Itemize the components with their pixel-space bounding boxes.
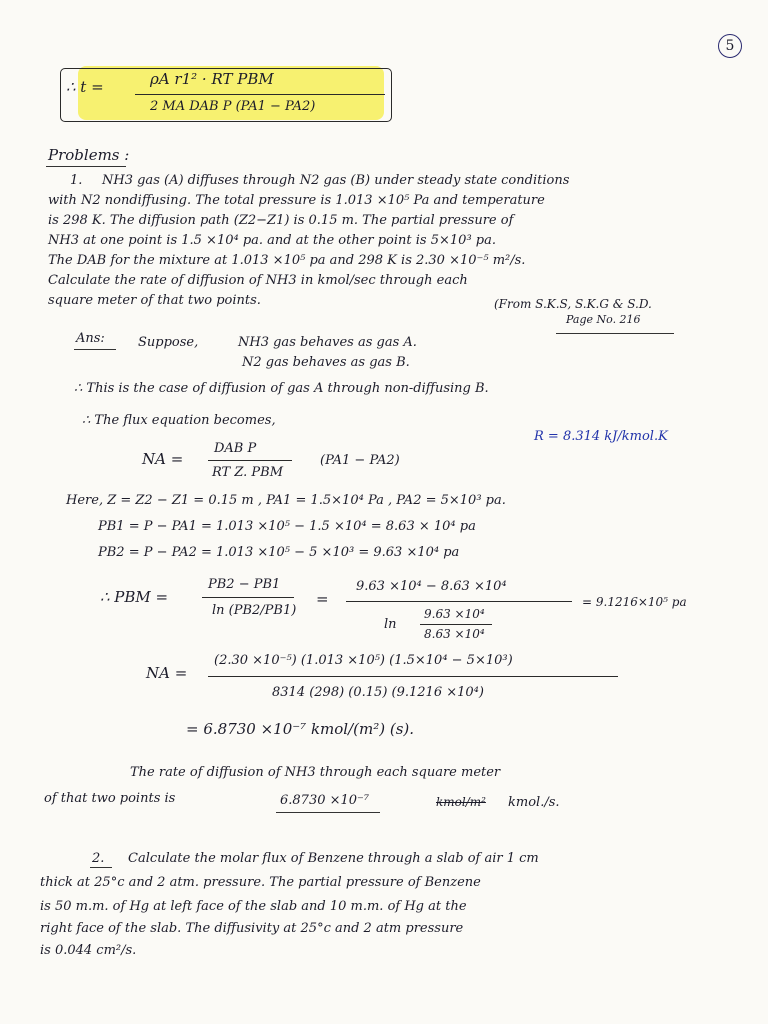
conclusion-line: of that two points is <box>44 791 176 806</box>
flux-lhs: NA = <box>142 450 184 468</box>
problem2-line: Calculate the molar flux of Benzene through a slab of air 1 cm <box>128 851 539 866</box>
problem2-line: is 0.044 cm²/s. <box>40 943 137 958</box>
pbm-ln-numerator: 9.63 ×10⁴ <box>424 607 485 621</box>
problem2-line: thick at 25°c and 2 atm. pressure. The partial pressure of Benzene <box>40 875 481 890</box>
given-values-line: Here, Z = Z2 − Z1 = 0.15 m , PA1 = 1.5×10⁴ Pa , PA2 = 5×10³ pa. <box>66 493 506 508</box>
formula-denominator: 2 MA DAB P (PA1 − PA2) <box>150 99 316 114</box>
suppose-line: N2 gas behaves as gas B. <box>242 355 410 370</box>
na-substituted-fraction-bar <box>208 676 618 677</box>
problem1-number: 1. <box>70 173 83 188</box>
problem2-number: 2. <box>92 851 105 866</box>
pbm-values-fraction-bar <box>346 601 572 602</box>
flux-pressure-difference: (PA1 − PA2) <box>320 453 400 468</box>
na-result: = 6.8730 ×10⁻⁷ kmol/(m²) (s). <box>186 720 415 738</box>
section-heading: Problems : <box>48 146 130 164</box>
reference-underline <box>556 333 674 334</box>
flux-denominator: RT Z. PBM <box>212 465 284 480</box>
problem2-line: right face of the slab. The diffusivity at 25°c and 2 atm pressure <box>40 921 464 936</box>
pbm-lhs: ∴ PBM = <box>100 588 169 606</box>
na-lhs: NA = <box>146 664 188 682</box>
problem1-reference: (From S.K.S, S.K.G & S.D. <box>494 297 652 311</box>
conclusion-value-underline <box>276 812 380 813</box>
problem1-line: with N2 nondiffusing. The total pressure is 1.013 ×10⁵ Pa and temperature <box>48 193 545 208</box>
suppose-line: NH3 gas behaves as gas A. <box>238 335 417 350</box>
pbm-fraction-bar <box>202 597 294 598</box>
problem1-reference-page: Page No. 216 <box>566 313 641 326</box>
formula-lhs: ∴ t = <box>66 78 104 96</box>
gas-constant-note: R = 8.314 kJ/kmol.K <box>534 429 668 444</box>
pbm-numerator: PB2 − PB1 <box>208 577 281 592</box>
pbm-ln-denominator: 8.63 ×10⁴ <box>424 627 485 641</box>
pbm-equals: = <box>316 590 329 608</box>
pbm-ln-bar <box>420 624 492 625</box>
formula-fraction-bar <box>135 94 385 95</box>
flux-line: ∴ The flux equation becomes, <box>82 413 276 428</box>
case-line: ∴ This is the case of diffusion of gas A through non-diffusing B. <box>74 381 489 396</box>
section-heading-underline <box>46 166 126 167</box>
pbm-numerator-values: 9.63 ×10⁴ − 8.63 ×10⁴ <box>356 579 507 594</box>
struck-unit: kmol/m² <box>436 795 486 809</box>
problem1-line: NH3 at one point is 1.5 ×10⁴ pa. and at the other point is 5×10³ pa. <box>48 233 496 248</box>
conclusion-unit: kmol./s. <box>508 795 560 810</box>
problem2-number-underline <box>90 867 112 868</box>
problem1-line: Calculate the rate of diffusion of NH3 in kmol/sec through each <box>48 273 468 288</box>
problem1-line: The DAB for the mixture at 1.013 ×10⁵ pa and 298 K is 2.30 ×10⁻⁵ m²/s. <box>48 253 526 268</box>
pbm-denominator: ln (PB2/PB1) <box>212 603 297 618</box>
conclusion-value: 6.8730 ×10⁻⁷ <box>280 793 370 808</box>
flux-numerator: DAB P <box>214 441 257 456</box>
pbm-ln: ln <box>384 617 397 632</box>
conclusion-line: The rate of diffusion of NH3 through each square meter <box>130 765 501 780</box>
pb1-line: PB1 = P − PA1 = 1.013 ×10⁵ − 1.5 ×10⁴ = 8.63 × 10⁴ pa <box>98 519 476 534</box>
suppose-word: Suppose, <box>138 335 199 350</box>
problem2-line: is 50 m.m. of Hg at left face of the slab and 10 m.m. of Hg at the <box>40 899 467 914</box>
pbm-result: = 9.1216×10⁵ pa <box>582 595 687 609</box>
flux-fraction-bar <box>208 460 292 461</box>
problem1-line: square meter of that two points. <box>48 293 261 308</box>
pb2-line: PB2 = P − PA2 = 1.013 ×10⁵ − 5 ×10³ = 9.63 ×10⁴ pa <box>98 545 460 560</box>
problem1-line: NH3 gas (A) diffuses through N2 gas (B) under steady state conditions <box>102 173 570 188</box>
na-substituted-numerator: (2.30 ×10⁻⁵) (1.013 ×10⁵) (1.5×10⁴ − 5×10³) <box>214 653 513 668</box>
formula-numerator: ρA r1² · RT PBM <box>150 70 274 88</box>
na-substituted-denominator: 8314 (298) (0.15) (9.1216 ×10⁴) <box>272 685 484 700</box>
answer-label: Ans: <box>76 331 105 346</box>
page-number: 5 <box>718 34 742 58</box>
problem1-line: is 298 K. The diffusion path (Z2−Z1) is 0.15 m. The partial pressure of <box>48 213 514 228</box>
answer-label-underline <box>74 349 116 350</box>
